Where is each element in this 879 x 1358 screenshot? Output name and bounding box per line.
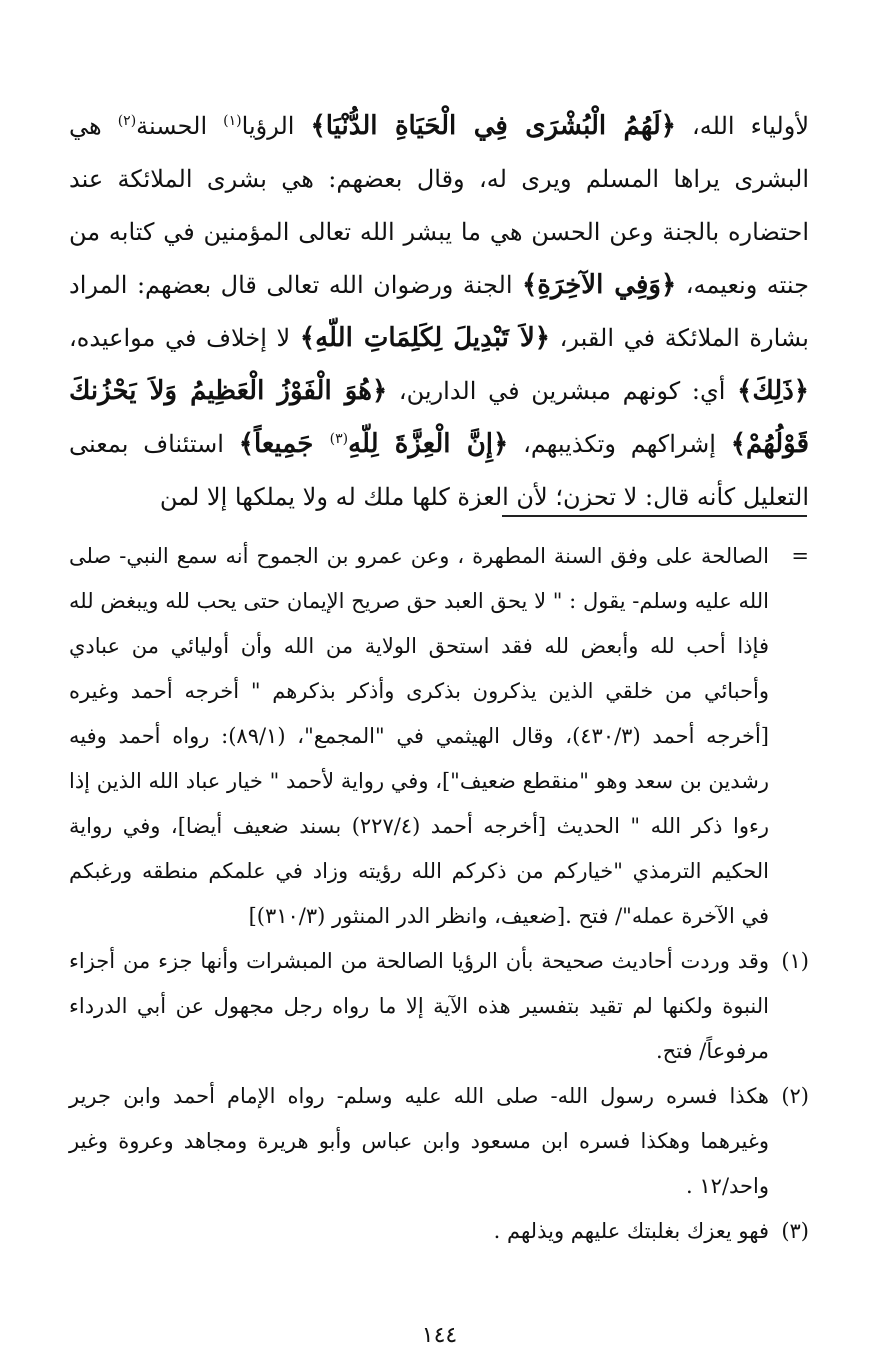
quran-verse: ﴿إِنَّ الْعِزَّةَ لِلّهِ (348, 429, 509, 459)
quran-verse: ﴿ذَلِكَ﴾ (737, 376, 810, 406)
footnote-text: هكذا فسره رسول الله- صلى الله عليه وسلم- رواه الإمام أحمد وابن جرير وغيرهما وهكذا فسره ابن مسعود وابن عباس وأبو هريرة ومجاهد وعروة وغير واحد/١٢ . (69, 1084, 769, 1198)
quran-verse: ﴿وَفِي الآخِرَةِ﴾ (522, 270, 677, 300)
quran-verse: ﴿لاَ تَبْدِيلَ لِكَلِمَاتِ اللّهِ﴾ (299, 323, 551, 353)
quran-verse: ﴿لَهُمُ الْبُشْرَى فِي الْحَيَاةِ الدُّنْيَا﴾ (310, 111, 676, 141)
footnote-ref-3: (٣) (329, 431, 349, 447)
text-segment: الحسنة (136, 112, 224, 140)
footnote-separator (502, 515, 807, 517)
text-segment: أي: كونهم مبشرين في الدارين، (387, 377, 738, 405)
continuation-mark: = (791, 544, 809, 568)
footnote-number: (١) (781, 949, 809, 973)
footnote-continuation (69, 534, 809, 939)
footnote-text: فهو يعزك بغلبتك عليهم ويذلهم . (493, 1219, 769, 1243)
footnote-text: الصالحة على وفق السنة المطهرة ، وعن عمرو بن الجموح أنه سمع النبي- صلى الله عليه وسلم- يقول : " لا يحق العبد حق صريح الإيمان حتى يحب لله ويبغض لله فإذا أحب لله وأبعض لله فقد استحق الولاية من الله وأن أوليائي من عبادي وأحبائي من خلقي الذين يذكرون بذكرى وأذكر بذكرهم " أخرجه أحمد وغيره [أخرجه أحمد (٤٣٠/٣)، وقال الهيثمي في "المجمع"، (٨٩/١): رواه أحمد وفيه رشدين بن سعد وهو "منقطع ضعيف"]، وفي رواية لأحمد " خيار عباد الله الذين إذا رءوا ذكر الله " الحديث [أخرجه أحمد (٢٢٧/٤) بسند ضعيف أيضا]، وفي رواية الحكيم الترمذي "خياركم من ذكركم الله رؤيته وزاد في علمكم منطقه ورغبكم في الآخرة عمله"/ فتح .[ضعيف، وانظر الدر المنثور (٣١٠/٣)] (69, 544, 769, 928)
text-segment: الجنة ورضوان الله تعالى قال بعضهم: المراد بشارة الملائكة في القبر، (69, 271, 809, 352)
text-segment: هي البشرى يراها المسلم ويرى له، وقال بعضهم: هي بشرى الملائكة عند احتضاره بالجنة وعن الحسن هي ما يبشر الله تعالى المؤمنين في كتابه من جنته ونعيمه، (69, 112, 809, 299)
footnote-ref-1: (١) (223, 113, 242, 129)
footnote-2 (69, 1074, 809, 1209)
quran-verse: جَمِيعاً﴾ (238, 429, 330, 459)
footnote-text: وقد وردت أحاديث صحيحة بأن الرؤيا الصالحة من المبشرات وأنها جزء من أجزاء النبوة ولكنها لم تقيد بتفسير هذه الآية إلا ما رواه رجل مجهول عن أبي الدرداء مرفوعاً/ فتح. (69, 949, 769, 1063)
footnotes (69, 534, 809, 1254)
footnote-ref-2: (٢) (117, 113, 137, 129)
footnote-number: (٣) (781, 1219, 809, 1243)
text-segment: إشراكهم وتكذيبهم، (508, 430, 731, 458)
footnote-1 (69, 939, 809, 1074)
footnote-number: (٢) (781, 1084, 809, 1108)
footnote-3 (69, 1209, 809, 1254)
page-number: ١٤٤ (421, 1323, 458, 1348)
text-segment: استئناف بمعنى التعليل كأنه قال: لا تحزن؛ لأن العزة كلها ملك له ولا يملكها إلا لمن (69, 430, 809, 511)
quran-verse: ﴿هُوَ الْفَوْزُ الْعَظِيمُ وَلاَ يَحْزُنكَ قَوْلُهُمْ﴾ (69, 376, 810, 459)
text-segment: لا إخلاف في مواعيده، (69, 324, 300, 352)
text-segment: لأولياء الله، (676, 112, 810, 140)
text-segment: الرؤيا (241, 112, 311, 140)
main-text (69, 100, 809, 524)
